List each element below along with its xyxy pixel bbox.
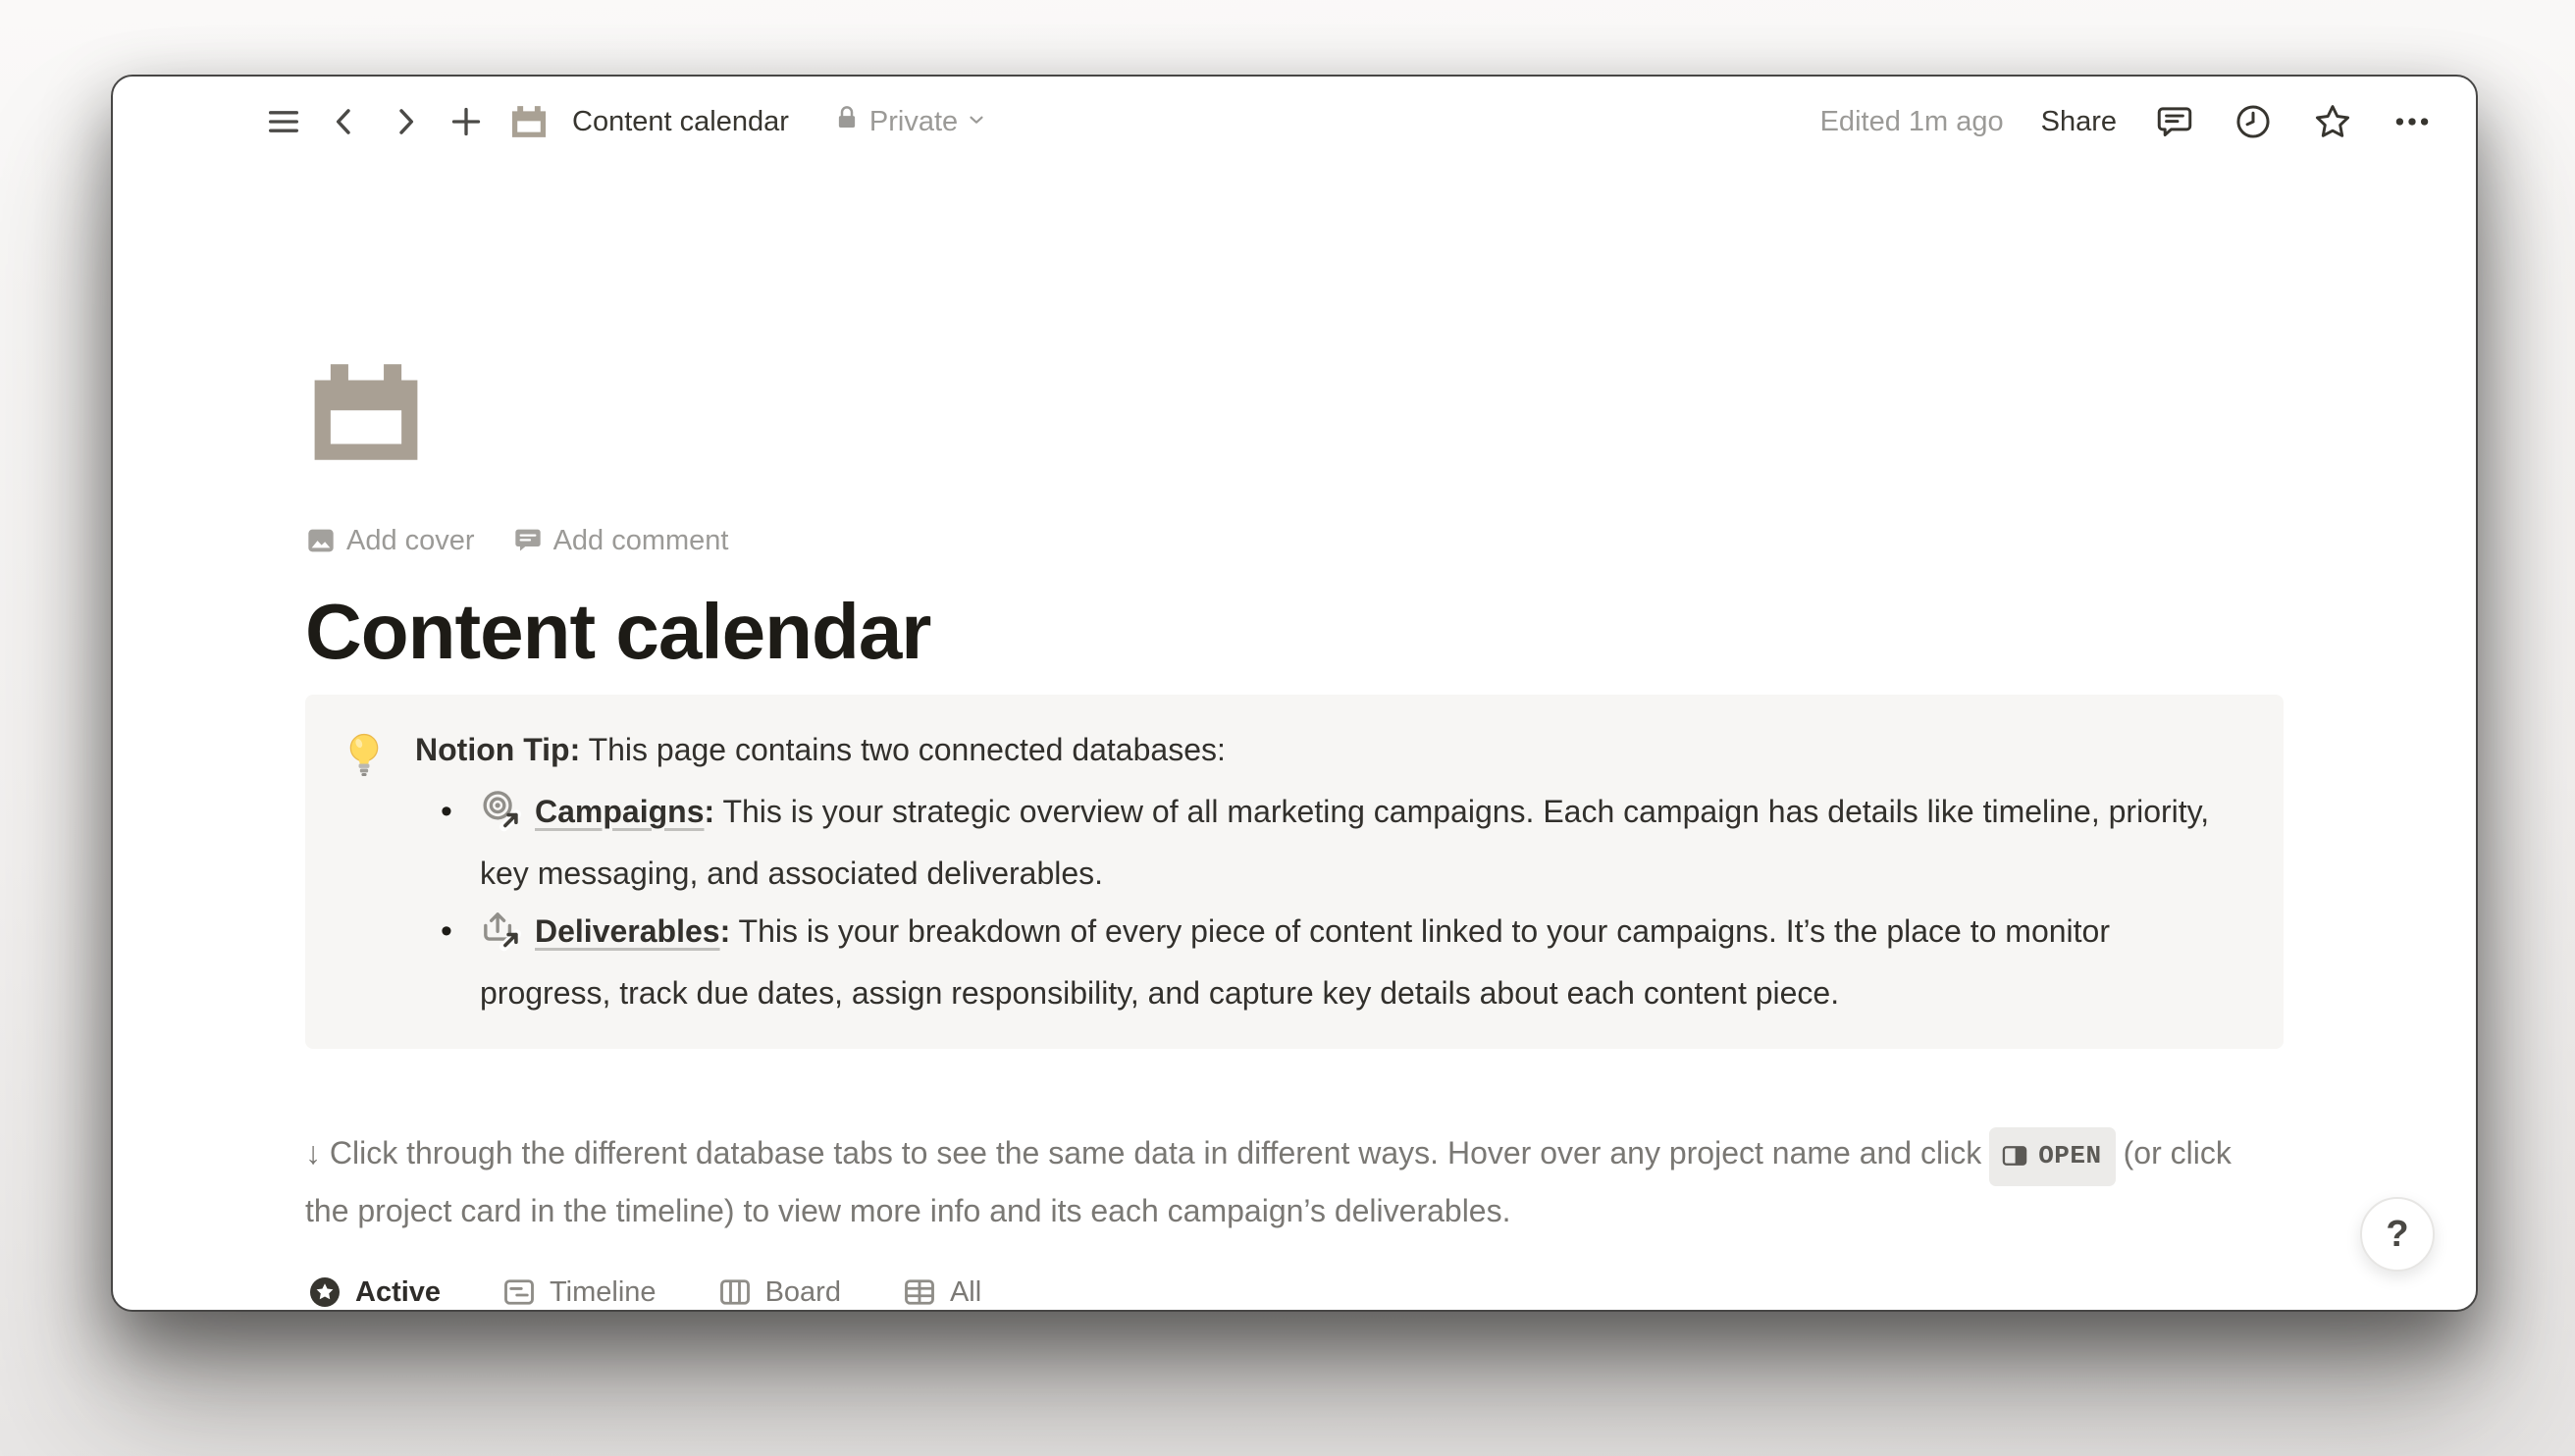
timeline-view-icon — [501, 1274, 537, 1310]
privacy-label: Private — [868, 105, 959, 137]
board-view-icon — [717, 1274, 753, 1310]
campaigns-colon: : — [704, 794, 715, 829]
help-question-mark: ? — [2386, 1213, 2409, 1255]
tab-board-label: Board — [764, 1275, 841, 1308]
toolbar-right-group — [1820, 100, 2433, 143]
database-view-tabs — [305, 1271, 2284, 1312]
add-comment-button[interactable] — [512, 525, 729, 557]
campaigns-description: This is your strategic overview of all marketing campaigns. Each campaign has details like timeline, priority, key messaging, and associated deliverables. — [480, 794, 2210, 891]
star-circle-icon — [307, 1274, 342, 1310]
help-button[interactable] — [2360, 1197, 2435, 1272]
export-linked-db-icon — [480, 909, 523, 967]
tab-board[interactable] — [715, 1271, 843, 1312]
notion-window — [111, 75, 2478, 1312]
page-title[interactable]: Content calendar — [305, 588, 931, 675]
privacy-dropdown[interactable] — [832, 103, 987, 140]
instruction-paragraph — [305, 1127, 2284, 1235]
page-actions-row — [305, 520, 2284, 561]
callout-tip-bold: Notion Tip: — [415, 732, 581, 767]
instruction-before-badge: ↓ Click through the different database tabs to see the same data in different ways. Hover over any project name and click — [305, 1135, 1982, 1170]
campaigns-db-link[interactable]: Campaigns — [535, 794, 705, 829]
deliverables-description: This is your breakdown of every piece of content linked to your campaigns. It’s the place to monitor progress, track due dates, assign responsibility, and capture key details about each content piece. — [480, 913, 2110, 1011]
edited-timestamp: Edited 1m ago — [1819, 105, 2004, 137]
image-icon — [305, 525, 337, 556]
instruction-after-badge: (or click the project card in the timeline) to view more info and its each campaign’s deliverables. — [305, 1135, 2232, 1228]
new-page-plus-icon[interactable] — [443, 98, 490, 145]
calendar-page-icon — [509, 102, 549, 141]
list-item-deliverables — [415, 906, 2248, 1019]
add-comment-label: Add comment — [552, 524, 729, 556]
share-button[interactable]: Share — [2040, 105, 2117, 137]
open-button[interactable] — [1989, 1127, 2115, 1186]
tab-timeline[interactable] — [499, 1271, 658, 1312]
tab-all[interactable] — [900, 1271, 983, 1312]
table-view-icon — [902, 1274, 937, 1310]
target-linked-db-icon — [480, 789, 523, 848]
notion-tip-callout — [305, 695, 2284, 1049]
open-button-label: OPEN — [2038, 1141, 2102, 1170]
more-options-ellipsis-icon[interactable] — [2391, 101, 2433, 142]
deliverables-colon: : — [719, 913, 731, 949]
tab-active-label: Active — [355, 1275, 442, 1308]
hamburger-menu-icon[interactable] — [260, 98, 307, 145]
callout-tip-rest: This page contains two connected databases: — [580, 732, 1226, 767]
forward-chevron-icon[interactable] — [382, 98, 429, 145]
list-item-campaigns — [415, 786, 2248, 900]
side-peek-icon — [2001, 1142, 2028, 1170]
page-emoji-calendar-icon[interactable] — [305, 357, 431, 467]
page-content — [305, 357, 2284, 1312]
lock-icon — [832, 103, 862, 140]
lightbulb-icon — [341, 724, 392, 1019]
toolbar — [113, 77, 2476, 167]
history-clock-icon[interactable] — [2233, 101, 2274, 142]
tab-timeline-label: Timeline — [550, 1275, 657, 1308]
callout-bullet-list — [415, 786, 2248, 1019]
toolbar-left-group — [260, 98, 987, 145]
add-cover-button[interactable] — [305, 525, 475, 557]
favorite-star-icon[interactable] — [2311, 100, 2354, 143]
deliverables-db-link[interactable]: Deliverables — [535, 913, 720, 949]
callout-tip-line — [415, 724, 2248, 776]
tab-active[interactable] — [305, 1271, 443, 1312]
comment-bubble-icon — [512, 525, 544, 556]
breadcrumb-page-title[interactable]: Content calendar — [572, 105, 789, 137]
chevron-down-icon — [966, 106, 987, 138]
callout-body — [415, 724, 2248, 1019]
back-chevron-icon[interactable] — [321, 98, 368, 145]
comments-icon[interactable] — [2154, 101, 2195, 142]
tab-all-label: All — [949, 1275, 982, 1308]
add-cover-label: Add cover — [346, 524, 475, 556]
